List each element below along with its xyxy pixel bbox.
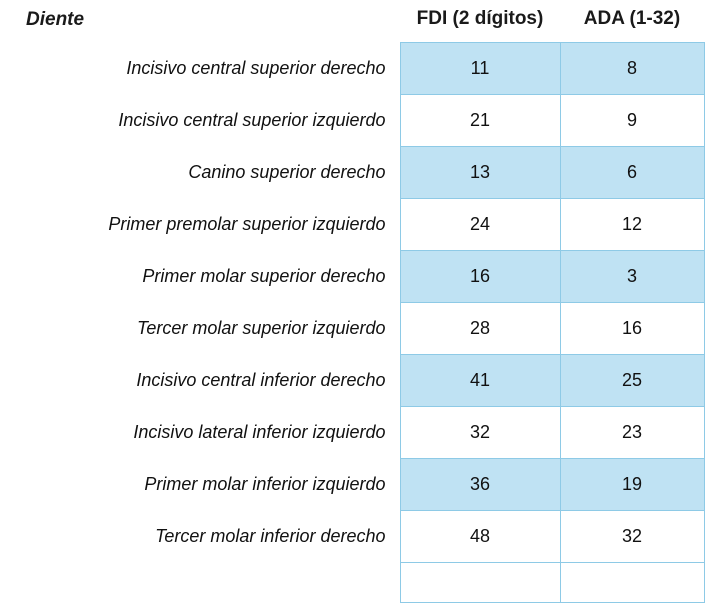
tooth-numbering-table — [4, 0, 705, 603]
table-header — [4, 0, 704, 43]
cell-fdi-code: 48 — [400, 511, 560, 563]
table-row — [4, 511, 704, 563]
cell-tooth-name: Primer premolar superior izquierdo — [4, 199, 400, 251]
cell-fdi-code: 36 — [400, 459, 560, 511]
cell-fdi-code: 41 — [400, 355, 560, 407]
cell-fdi-code: 13 — [400, 147, 560, 199]
table-row — [4, 199, 704, 251]
cell-tooth-name: Tercer molar superior izquierdo — [4, 303, 400, 355]
cell-ada-code: 32 — [560, 511, 704, 563]
cell-fdi-code: 28 — [400, 303, 560, 355]
table-row — [4, 147, 704, 199]
cell-fdi-code: 11 — [400, 43, 560, 95]
column-header-ada: ADA (1-32) — [560, 0, 704, 43]
cell-fdi-code: 32 — [400, 407, 560, 459]
cell-ada-code: 12 — [560, 199, 704, 251]
cell-tooth-name: Tercer molar inferior derecho — [4, 511, 400, 563]
cell-tooth-name: Incisivo lateral inferior izquierdo — [4, 407, 400, 459]
cell-tooth-name: Primer molar superior derecho — [4, 251, 400, 303]
cell-ada-code: 19 — [560, 459, 704, 511]
table-row — [4, 43, 704, 95]
table-row — [4, 459, 704, 511]
cell-ada-code: 23 — [560, 407, 704, 459]
cell-tooth-name: Incisivo central superior izquierdo — [4, 95, 400, 147]
table-row — [4, 407, 704, 459]
table-row — [4, 95, 704, 147]
cell-tooth-name: Incisivo central inferior derecho — [4, 355, 400, 407]
column-header-fdi: FDI (2 dígitos) — [400, 0, 560, 43]
cell-tooth-name: Canino superior derecho — [4, 147, 400, 199]
cell-ada-code: 16 — [560, 303, 704, 355]
cell-fdi-code: 24 — [400, 199, 560, 251]
column-header-diente: Diente — [4, 0, 400, 43]
cell-ada-code: 9 — [560, 95, 704, 147]
table-header-row — [4, 0, 704, 43]
cell-ada-code: 6 — [560, 147, 704, 199]
cell-fdi-code: 21 — [400, 95, 560, 147]
cell-fdi-code: 16 — [400, 251, 560, 303]
cell-tooth-name: Primer molar inferior izquierdo — [4, 459, 400, 511]
cell-ada-code: 25 — [560, 355, 704, 407]
table-row — [4, 355, 704, 407]
table-row — [4, 251, 704, 303]
table-body — [4, 43, 704, 603]
cell-ada-code: 8 — [560, 43, 704, 95]
cell-tooth-name: Incisivo central superior derecho — [4, 43, 400, 95]
table-row — [4, 303, 704, 355]
cell-ada-code: 3 — [560, 251, 704, 303]
